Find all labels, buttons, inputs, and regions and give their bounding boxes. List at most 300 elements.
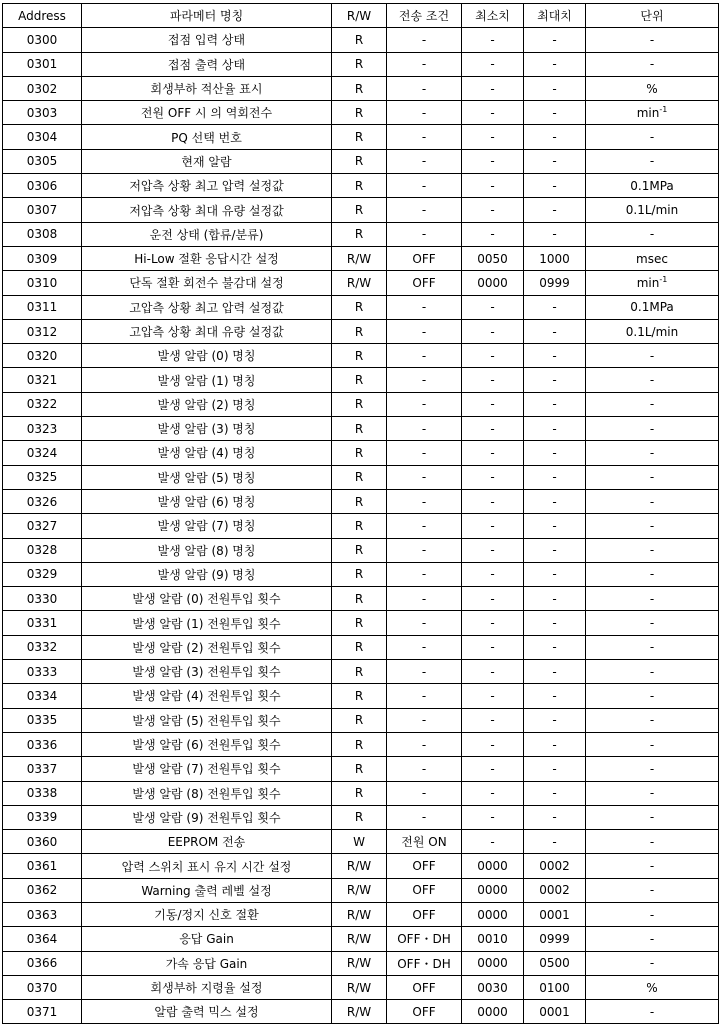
table-row [3,101,719,125]
cell-rw: R [332,635,387,659]
cell-max: 0001 [524,902,586,926]
cell-unit: - [586,830,719,854]
cell-address: 0336 [3,732,82,756]
cell-max: - [524,198,586,222]
table-row [3,951,719,975]
table-row [3,878,719,902]
table-row [3,368,719,392]
cell-transfer-condition: - [387,149,462,173]
cell-parameter-name: 발생 알람 (7) 전원투입 횟수 [82,757,332,781]
cell-parameter-name: 회생부하 지령율 설정 [82,975,332,999]
cell-min: - [462,805,524,829]
cell-max: - [524,830,586,854]
cell-transfer-condition: OFF [387,1000,462,1024]
cell-unit: - [586,927,719,951]
cell-parameter-name: 발생 알람 (7) 명칭 [82,514,332,538]
cell-rw: R/W [332,246,387,270]
cell-unit: % [586,975,719,999]
cell-min: 0000 [462,1000,524,1024]
cell-transfer-condition: OFF [387,878,462,902]
unit-exponent: -1 [659,274,668,284]
cell-max: 0999 [524,271,586,295]
cell-unit: - [586,635,719,659]
cell-address: 0308 [3,222,82,246]
cell-max: - [524,295,586,319]
cell-transfer-condition: - [387,344,462,368]
cell-rw: R/W [332,1000,387,1024]
cell-rw: R [332,125,387,149]
cell-max: - [524,149,586,173]
cell-min: 0000 [462,902,524,926]
table-row [3,344,719,368]
cell-parameter-name: 발생 알람 (9) 명칭 [82,562,332,586]
cell-transfer-condition: OFF [387,246,462,270]
cell-parameter-name: 압력 스위치 표시 유지 시간 설정 [82,854,332,878]
cell-rw: R/W [332,854,387,878]
cell-parameter-name: 저압측 상황 최대 유량 설정값 [82,198,332,222]
cell-transfer-condition: - [387,174,462,198]
cell-transfer-condition: 전원 ON [387,830,462,854]
cell-parameter-name: 회생부하 적산율 표시 [82,76,332,100]
cell-max: - [524,344,586,368]
cell-unit: - [586,368,719,392]
cell-max: 0999 [524,927,586,951]
cell-transfer-condition: - [387,368,462,392]
cell-unit: - [586,684,719,708]
cell-rw: R [332,368,387,392]
cell-unit: - [586,441,719,465]
cell-unit: - [586,514,719,538]
cell-max: - [524,368,586,392]
cell-rw: R [332,781,387,805]
cell-unit: - [586,854,719,878]
cell-max: - [524,732,586,756]
cell-rw: R/W [332,271,387,295]
cell-address: 0309 [3,246,82,270]
table-row [3,392,719,416]
cell-parameter-name: 발생 알람 (0) 전원투입 횟수 [82,587,332,611]
table-row [3,611,719,635]
cell-parameter-name: 발생 알람 (3) 명칭 [82,417,332,441]
cell-unit: - [586,708,719,732]
cell-parameter-name: 발생 알람 (9) 전원투입 횟수 [82,805,332,829]
cell-min: - [462,368,524,392]
cell-max: - [524,611,586,635]
cell-max: - [524,465,586,489]
cell-min: - [462,441,524,465]
cell-address: 0321 [3,368,82,392]
cell-address: 0302 [3,76,82,100]
table-body [3,28,719,1024]
cell-max: - [524,538,586,562]
cell-address: 0322 [3,392,82,416]
cell-min: - [462,198,524,222]
cell-unit: - [586,489,719,513]
cell-address: 0306 [3,174,82,198]
cell-address: 0311 [3,295,82,319]
cell-parameter-name: 발생 알람 (6) 전원투입 횟수 [82,732,332,756]
cell-transfer-condition: - [387,28,462,52]
header-min: 최소치 [462,4,524,28]
cell-parameter-name: 접점 출력 상태 [82,52,332,76]
cell-parameter-name: 저압측 상황 최고 압력 설정값 [82,174,332,198]
cell-transfer-condition: OFF [387,271,462,295]
cell-unit: - [586,222,719,246]
cell-unit: 0.1L/min [586,319,719,343]
cell-max: - [524,174,586,198]
cell-max: - [524,781,586,805]
cell-rw: R [332,684,387,708]
cell-transfer-condition: OFF [387,854,462,878]
cell-transfer-condition: - [387,732,462,756]
cell-transfer-condition: - [387,611,462,635]
cell-parameter-name: 고압측 상황 최대 유량 설정값 [82,319,332,343]
table-row [3,52,719,76]
cell-parameter-name: 발생 알람 (8) 명칭 [82,538,332,562]
cell-unit: - [586,52,719,76]
cell-rw: W [332,830,387,854]
cell-unit [586,101,719,125]
header-parameter-name: 파라메터 명칭 [82,4,332,28]
cell-address: 0360 [3,830,82,854]
cell-transfer-condition: - [387,198,462,222]
cell-max: 0500 [524,951,586,975]
cell-address: 0303 [3,101,82,125]
cell-rw: R [332,805,387,829]
unit-base: min [636,105,660,120]
cell-parameter-name: Warning 출력 레벨 설정 [82,878,332,902]
table-row [3,149,719,173]
table-row [3,732,719,756]
cell-rw: R [332,708,387,732]
cell-rw: R/W [332,878,387,902]
cell-min: - [462,125,524,149]
cell-address: 0301 [3,52,82,76]
cell-min: 0000 [462,271,524,295]
table-row [3,465,719,489]
table-row [3,222,719,246]
cell-transfer-condition: - [387,562,462,586]
cell-rw: R [332,417,387,441]
cell-rw: R [332,101,387,125]
cell-parameter-name: 발생 알람 (3) 전원투입 횟수 [82,660,332,684]
cell-max: - [524,417,586,441]
cell-address: 0304 [3,125,82,149]
table-row [3,271,719,295]
cell-unit: - [586,538,719,562]
cell-address: 0337 [3,757,82,781]
cell-max: - [524,125,586,149]
cell-max: - [524,805,586,829]
cell-min: 0000 [462,951,524,975]
table-row [3,708,719,732]
cell-min: - [462,660,524,684]
cell-min: - [462,587,524,611]
cell-max: - [524,708,586,732]
cell-transfer-condition: - [387,489,462,513]
cell-min: - [462,417,524,441]
cell-parameter-name: 전원 OFF 시 의 역회전수 [82,101,332,125]
cell-parameter-name: 발생 알람 (6) 명칭 [82,489,332,513]
table-row [3,805,719,829]
table-row [3,76,719,100]
table-row [3,902,719,926]
cell-unit: - [586,587,719,611]
cell-rw: R [332,489,387,513]
cell-min: - [462,489,524,513]
table-row [3,417,719,441]
cell-address: 0363 [3,902,82,926]
cell-min: - [462,635,524,659]
cell-unit: - [586,951,719,975]
cell-transfer-condition: - [387,101,462,125]
cell-min: - [462,830,524,854]
cell-unit: - [586,1000,719,1024]
cell-transfer-condition: - [387,660,462,684]
cell-max: 1000 [524,246,586,270]
cell-rw: R [332,198,387,222]
table-row [3,830,719,854]
table-row [3,1000,719,1024]
cell-rw: R [332,660,387,684]
cell-address: 0328 [3,538,82,562]
header-rw: R/W [332,4,387,28]
cell-parameter-name: 응답 Gain [82,927,332,951]
table-row [3,174,719,198]
cell-address: 0310 [3,271,82,295]
cell-address: 0320 [3,344,82,368]
cell-max: 0100 [524,975,586,999]
cell-address: 0329 [3,562,82,586]
cell-parameter-name: 기동/정지 신호 절환 [82,902,332,926]
cell-min: - [462,465,524,489]
cell-unit: - [586,757,719,781]
cell-parameter-name: 단독 절환 회전수 불감대 설정 [82,271,332,295]
cell-transfer-condition: - [387,465,462,489]
table-row [3,514,719,538]
cell-address: 0330 [3,587,82,611]
cell-address: 0362 [3,878,82,902]
cell-min: - [462,684,524,708]
table-row [3,757,719,781]
cell-min: - [462,76,524,100]
cell-address: 0323 [3,417,82,441]
cell-transfer-condition: OFF・DH [387,951,462,975]
cell-max: - [524,76,586,100]
cell-max: - [524,222,586,246]
cell-rw: R [332,28,387,52]
cell-rw: R [332,76,387,100]
cell-rw: R [332,319,387,343]
cell-parameter-name: 발생 알람 (8) 전원투입 횟수 [82,781,332,805]
cell-transfer-condition: - [387,757,462,781]
cell-transfer-condition: OFF [387,975,462,999]
cell-min: - [462,562,524,586]
cell-min: - [462,52,524,76]
cell-max: - [524,489,586,513]
cell-unit: - [586,781,719,805]
cell-parameter-name: 발생 알람 (4) 전원투입 횟수 [82,684,332,708]
cell-transfer-condition: OFF [387,902,462,926]
cell-transfer-condition: - [387,417,462,441]
cell-rw: R [332,174,387,198]
cell-rw: R [332,757,387,781]
cell-transfer-condition: - [387,222,462,246]
cell-rw: R [332,344,387,368]
cell-address: 0366 [3,951,82,975]
cell-max: - [524,757,586,781]
cell-unit: - [586,611,719,635]
cell-parameter-name: 발생 알람 (4) 명칭 [82,441,332,465]
cell-transfer-condition: - [387,708,462,732]
cell-unit: - [586,732,719,756]
table-row [3,660,719,684]
cell-min: 0010 [462,927,524,951]
cell-parameter-name: PQ 선택 번호 [82,125,332,149]
cell-rw: R/W [332,902,387,926]
cell-rw: R [332,562,387,586]
table-row [3,246,719,270]
cell-unit: - [586,28,719,52]
cell-transfer-condition: - [387,635,462,659]
cell-max: - [524,441,586,465]
cell-min: - [462,174,524,198]
header-transfer-condition: 전송 조건 [387,4,462,28]
cell-unit: - [586,417,719,441]
cell-min: - [462,708,524,732]
cell-rw: R [332,465,387,489]
cell-unit: - [586,465,719,489]
table-row [3,538,719,562]
table-row [3,295,719,319]
cell-address: 0331 [3,611,82,635]
cell-unit: - [586,660,719,684]
cell-address: 0326 [3,489,82,513]
cell-unit: - [586,902,719,926]
cell-address: 0324 [3,441,82,465]
cell-rw: R [332,52,387,76]
cell-max: 0001 [524,1000,586,1024]
table-row [3,975,719,999]
cell-unit: - [586,805,719,829]
cell-address: 0371 [3,1000,82,1024]
cell-min: - [462,101,524,125]
cell-min: - [462,344,524,368]
cell-unit [586,271,719,295]
cell-max: - [524,587,586,611]
cell-min: - [462,392,524,416]
cell-transfer-condition: - [387,392,462,416]
cell-unit: % [586,76,719,100]
cell-parameter-name: 발생 알람 (2) 명칭 [82,392,332,416]
cell-max: 0002 [524,878,586,902]
cell-unit: 0.1MPa [586,174,719,198]
cell-transfer-condition: - [387,319,462,343]
cell-max: - [524,660,586,684]
cell-parameter-name: 알람 출력 믹스 설정 [82,1000,332,1024]
table-row [3,125,719,149]
parameter-table [2,3,719,1024]
table-row [3,684,719,708]
table-row [3,854,719,878]
cell-transfer-condition: - [387,295,462,319]
cell-transfer-condition: - [387,587,462,611]
cell-max: - [524,562,586,586]
table-row [3,319,719,343]
cell-transfer-condition: - [387,125,462,149]
cell-max: - [524,514,586,538]
cell-max: - [524,635,586,659]
cell-min: - [462,295,524,319]
cell-transfer-condition: - [387,76,462,100]
cell-parameter-name: 가속 응답 Gain [82,951,332,975]
cell-max: - [524,319,586,343]
cell-parameter-name: 발생 알람 (2) 전원투입 횟수 [82,635,332,659]
table-row [3,198,719,222]
cell-address: 0332 [3,635,82,659]
cell-min: - [462,732,524,756]
cell-parameter-name: EEPROM 전송 [82,830,332,854]
cell-rw: R/W [332,927,387,951]
cell-transfer-condition: - [387,441,462,465]
cell-parameter-name: Hi-Low 절환 응답시간 설정 [82,246,332,270]
header-address: Address [3,4,82,28]
table-row [3,441,719,465]
header-max: 최대치 [524,4,586,28]
table-row [3,28,719,52]
cell-address: 0364 [3,927,82,951]
cell-unit: - [586,125,719,149]
cell-rw: R [332,392,387,416]
cell-parameter-name: 현재 알람 [82,149,332,173]
table-row [3,489,719,513]
cell-parameter-name: 운전 상태 (합류/분류) [82,222,332,246]
cell-address: 0325 [3,465,82,489]
cell-min: 0050 [462,246,524,270]
cell-parameter-name: 발생 알람 (5) 명칭 [82,465,332,489]
cell-rw: R [332,514,387,538]
cell-min: 0030 [462,975,524,999]
cell-min: 0000 [462,878,524,902]
cell-max: - [524,52,586,76]
cell-transfer-condition: - [387,684,462,708]
cell-address: 0338 [3,781,82,805]
cell-parameter-name: 고압측 상황 최고 압력 설정값 [82,295,332,319]
cell-address: 0361 [3,854,82,878]
cell-min: - [462,514,524,538]
cell-address: 0327 [3,514,82,538]
cell-min: - [462,538,524,562]
cell-max: - [524,392,586,416]
cell-min: - [462,781,524,805]
cell-address: 0305 [3,149,82,173]
cell-min: - [462,28,524,52]
unit-base: min [636,275,660,290]
cell-rw: R [332,222,387,246]
cell-address: 0339 [3,805,82,829]
cell-rw: R/W [332,975,387,999]
cell-min: - [462,319,524,343]
parameter-table-container [2,3,719,1024]
cell-min: - [462,222,524,246]
cell-address: 0333 [3,660,82,684]
cell-parameter-name: 접점 입력 상태 [82,28,332,52]
cell-rw: R [332,611,387,635]
cell-address: 0312 [3,319,82,343]
cell-transfer-condition: - [387,805,462,829]
cell-rw: R [332,149,387,173]
cell-rw: R [332,441,387,465]
